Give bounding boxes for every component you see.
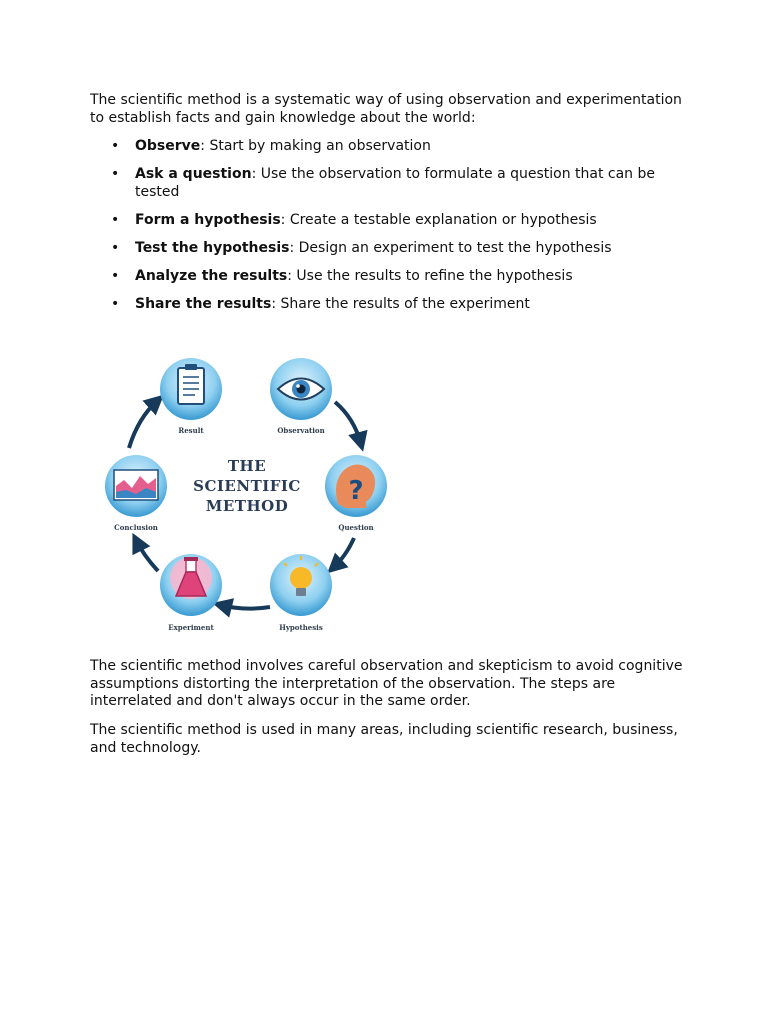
node-observation — [270, 358, 332, 435]
paragraph-usage-areas: The scientific method is used in many areas, including scientific research, business, and technology. — [90, 722, 678, 756]
node-result — [160, 358, 222, 435]
step-term: Analyze the results — [135, 267, 288, 284]
node-label: Hypothesis — [279, 623, 323, 632]
node-experiment — [160, 554, 222, 632]
node-label: Observation — [277, 426, 325, 435]
diagram-title-line: METHOD — [205, 497, 289, 515]
step-desc: : Use the results to refine the hypothesis — [287, 267, 573, 284]
svg-text:?: ? — [348, 476, 364, 506]
step-desc: : Start by making an observation — [200, 138, 431, 154]
paragraph-observation-skepticism: The scientific method involves careful observation and skepticism to avoid cognitive assumptions distorting the interpretation of the observation. The steps are interrelated and don't always occur in the same order. — [90, 658, 683, 709]
step-term: Test the hypothesis — [135, 239, 290, 256]
list-item — [90, 212, 690, 230]
flask-icon — [170, 557, 212, 599]
cycle-arrow — [333, 538, 354, 568]
cycle-arrow — [129, 400, 158, 448]
step-term: Share the results — [135, 295, 272, 312]
step-term: Form a hypothesis — [135, 211, 281, 228]
intro-paragraph: The scientific method is a systematic way of using observation and experimentation to establish facts and gain knowledge about the world: — [90, 92, 682, 126]
cycle-arrow — [220, 605, 270, 609]
cycle-arrow — [136, 540, 158, 571]
list-item — [90, 240, 690, 258]
step-desc: : Create a testable explanation or hypothesis — [280, 211, 597, 228]
list-item — [90, 268, 690, 286]
list-item — [90, 138, 690, 156]
list-item — [90, 296, 690, 314]
cycle-diagram-svg — [92, 352, 402, 642]
node-label: Result — [178, 426, 204, 435]
step-desc: : Use the observation to formulate a question that can be tested — [135, 166, 656, 200]
step-term: Observe — [135, 138, 201, 154]
scientific-method-diagram — [92, 352, 402, 642]
step-desc: : Design an experiment to test the hypothesis — [289, 239, 612, 256]
node-conclusion — [105, 455, 167, 532]
node-question — [325, 455, 387, 532]
cycle-arrow — [335, 402, 361, 444]
steps-list — [90, 138, 690, 324]
diagram-title-line: THE — [227, 457, 267, 475]
node-hypothesis — [270, 554, 332, 632]
step-term: Ask a question — [135, 166, 252, 182]
diagram-title-line: SCIENTIFIC — [193, 477, 301, 495]
list-item — [90, 166, 690, 201]
clipboard-icon — [178, 364, 204, 404]
chart-icon — [114, 470, 158, 500]
step-desc: : Share the results of the experiment — [271, 295, 530, 312]
node-label: Experiment — [168, 623, 214, 632]
node-label: Question — [338, 523, 374, 532]
node-label: Conclusion — [114, 523, 158, 532]
